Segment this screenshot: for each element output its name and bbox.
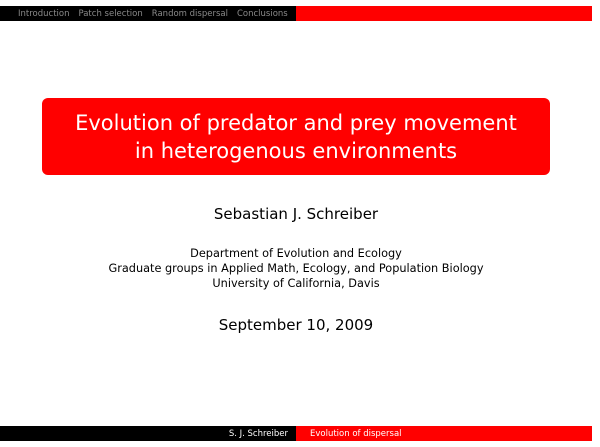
navigation-bar (0, 6, 592, 21)
nav-item-patch-selection[interactable]: Patch selection (78, 8, 143, 19)
author-name: Sebastian J. Schreiber (213, 205, 379, 223)
presentation-date: September 10, 2009 (218, 316, 374, 334)
nav-item-introduction[interactable]: Introduction (18, 8, 70, 19)
institute-line-1: Department of Evolution and Ecology (190, 247, 402, 260)
nav-item-conclusions[interactable]: Conclusions (236, 8, 288, 19)
institute-line-3: University of California, Davis (212, 277, 380, 290)
navigation-bar-accent (296, 6, 592, 21)
footer-bar (0, 426, 592, 441)
nav-item-random-dispersal[interactable]: Random dispersal (151, 8, 228, 19)
institute-block (0, 246, 592, 291)
institute-line-2: Graduate groups in Applied Math, Ecology, and Population Biology (108, 262, 484, 275)
footer-title-panel (296, 426, 592, 441)
footer-author-panel (0, 426, 296, 441)
title-line-1: Evolution of predator and prey movement (75, 110, 517, 135)
title-box (42, 98, 550, 175)
section-navigation (0, 6, 296, 21)
title-line-2: in heterogenous environments (134, 138, 458, 163)
footer-author: S. J. Schreiber (228, 428, 288, 439)
footer-short-title: Evolution of dispersal (310, 428, 402, 439)
